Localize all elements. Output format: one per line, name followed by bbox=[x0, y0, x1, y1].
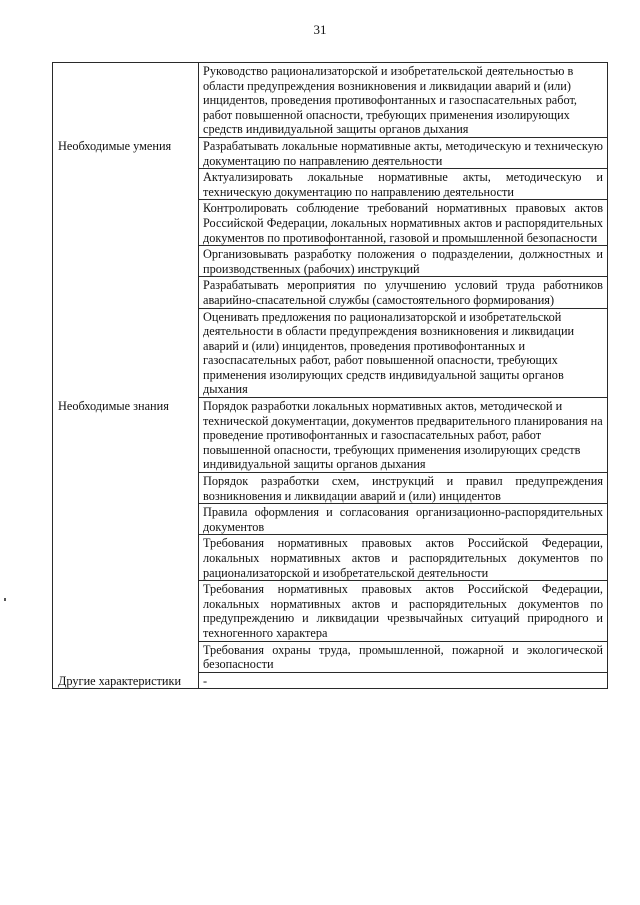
table-cell: Требования охраны труда, промышленной, пожарной и экологической безопасности bbox=[199, 641, 608, 672]
table-row bbox=[53, 137, 608, 168]
table-row bbox=[53, 200, 608, 246]
table-cell: Разрабатывать мероприятия по улучшению условий труда работников аварийно-спасательной службы (самостоятельного формирования) bbox=[199, 277, 608, 308]
row-label-spacer bbox=[53, 641, 199, 672]
table-cell: - bbox=[199, 672, 608, 689]
row-label-spacer bbox=[53, 200, 199, 246]
table-cell: Требования нормативных правовых актов Российской Федерации, локальных нормативных актов и распорядительных документов по предупреждению и ликвидации чрезвычайных ситуаций природного и техногенного характера bbox=[199, 581, 608, 641]
table-row bbox=[53, 277, 608, 308]
page-number: 31 bbox=[313, 22, 327, 37]
table-row bbox=[53, 63, 608, 138]
row-label-spacer bbox=[53, 535, 199, 581]
table-cell: Организовывать разработку положения о подразделении, должностных и производственных (рабочих) инструкций bbox=[199, 246, 608, 277]
row-label-spacer bbox=[53, 246, 199, 277]
table-row bbox=[53, 169, 608, 200]
table-row bbox=[53, 473, 608, 504]
row-label-skills: Необходимые умения bbox=[53, 137, 199, 168]
table-row bbox=[53, 308, 608, 398]
table-row bbox=[53, 672, 608, 689]
table-row bbox=[53, 581, 608, 641]
row-label-spacer bbox=[53, 504, 199, 535]
table-row bbox=[53, 504, 608, 535]
row-label-spacer bbox=[53, 473, 199, 504]
table-cell: Разрабатывать локальные нормативные акты, методическую и техническую документацию по направлению деятельности bbox=[199, 137, 608, 168]
table-cell: Руководство рационализаторской и изобретательской деятельностью в области предупреждения возникновения и ликвидации аварий и (или) инцидентов, проведения противофонтанных и газоспасательных работ, работ повышенной опасности, требующих применения изолирующих средств индивидуальной защиты органов дыхания bbox=[199, 63, 608, 138]
table-cell: Актуализировать локальные нормативные акты, методическую и техническую документацию по направлению деятельности bbox=[199, 169, 608, 200]
row-label-knowledge: Необходимые знания bbox=[53, 398, 199, 473]
table-cell: Контролировать соблюдение требований нормативных правовых актов Российской Федерации, локальных нормативных актов и распорядительных документов по противофонтанной, газовой и промышленной безопасности bbox=[199, 200, 608, 246]
row-label-spacer bbox=[53, 277, 199, 308]
table-row bbox=[53, 641, 608, 672]
table-row bbox=[53, 535, 608, 581]
row-label-spacer bbox=[53, 581, 199, 641]
characteristics-table bbox=[52, 62, 608, 689]
row-label-other: Другие характеристики bbox=[53, 672, 199, 689]
table-cell: Порядок разработки локальных нормативных актов, методической и технической документации, документов предварительного планирования на проведение противофонтанных и газоспасательных работ, работ повышенной опасности, требующих применения изолирующих средств индивидуальной защиты органов дыхания bbox=[199, 398, 608, 473]
row-label-empty bbox=[53, 63, 199, 138]
table-row bbox=[53, 246, 608, 277]
table-row bbox=[53, 398, 608, 473]
table-cell: Порядок разработки схем, инструкций и правил предупреждения возникновения и ликвидации аварий и (или) инцидентов bbox=[199, 473, 608, 504]
table-cell: Требования нормативных правовых актов Российской Федерации, локальных нормативных актов и распорядительных документов по рационализаторской и изобретательской деятельности bbox=[199, 535, 608, 581]
scan-mark bbox=[4, 598, 6, 601]
table-cell: Оценивать предложения по рационализаторской и изобретательской деятельности в области предупреждения возникновения и ликвидации аварий и (или) инцидентов, проведения противофонтанных и газоспасательных работ, работ повышенной опасности, требующих применения изолирующих средств индивидуальной защиты органов дыхания bbox=[199, 308, 608, 398]
row-label-spacer bbox=[53, 169, 199, 200]
row-label-spacer bbox=[53, 308, 199, 398]
table-cell: Правила оформления и согласования организационно-распорядительных документов bbox=[199, 504, 608, 535]
